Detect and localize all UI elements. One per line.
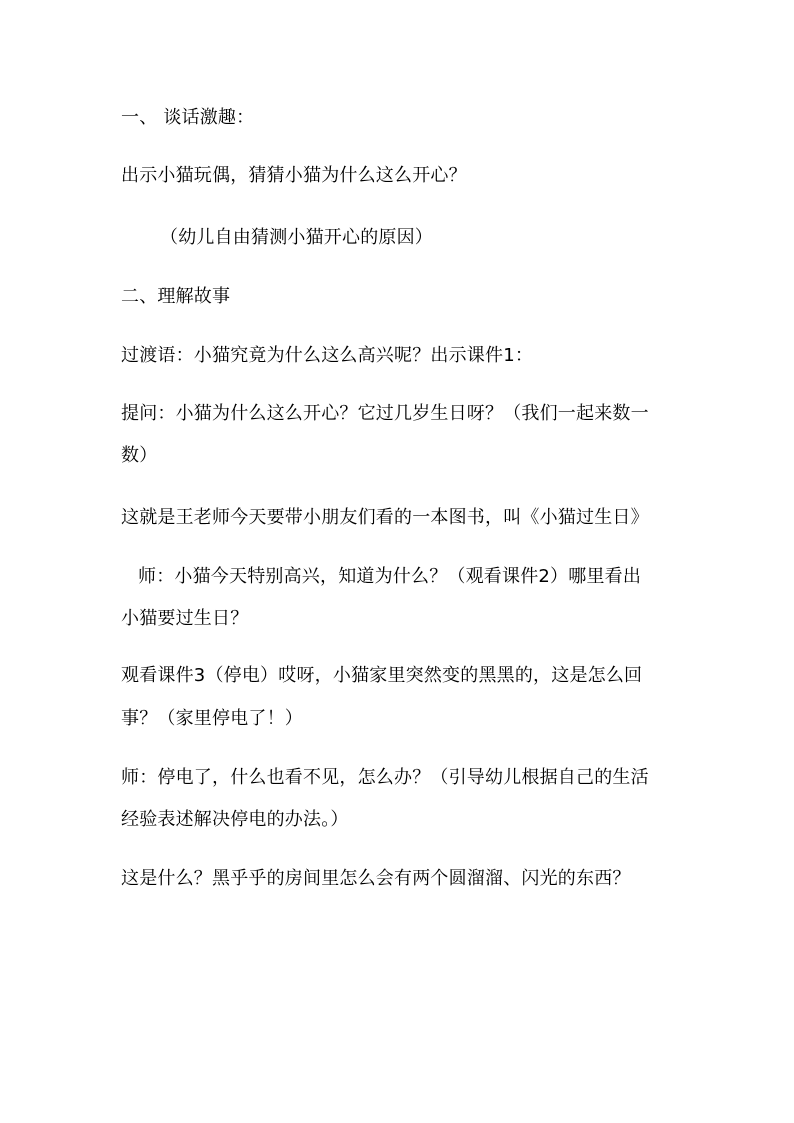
paragraph-line: 观看课件3（停电）哎呀，小猫家里突然变的黑黑的，这是怎么回 — [121, 665, 643, 686]
paragraph-line: 经验表述解决停电的办法。） — [121, 809, 349, 830]
paragraph-line: 提问：小猫为什么这么开心？它过几岁生日呀？（我们一起来数一 — [121, 403, 649, 424]
section-heading-2: 二、理解故事 — [121, 286, 231, 307]
paragraph-line: （幼儿自由猜测小猫开心的原因） — [160, 227, 433, 248]
paragraph-line: 事？（家里停电了！） — [121, 708, 303, 729]
paragraph-line: 数） — [121, 445, 158, 466]
paragraph-line: 这就是王老师今天要带小朋友们看的一本图书，叫《小猫过生日》 — [121, 507, 649, 528]
section-heading-1: 一、 谈话激趣： — [121, 107, 255, 128]
paragraph-line: 过渡语：小猫究竟为什么这么高兴呢？出示课件1： — [121, 345, 534, 366]
paragraph-line: 师：小猫今天特别高兴，知道为什么？（观看课件2）哪里看出 — [138, 566, 642, 587]
paragraph-line: 出示小猫玩偶，猜猜小猫为什么这么开心？ — [121, 165, 467, 186]
paragraph-line: 小猫要过生日？ — [121, 608, 249, 629]
paragraph-line: 这是什么？黑乎乎的房间里怎么会有两个圆溜溜、闪光的东西？ — [121, 868, 631, 889]
paragraph-line: 师：停电了，什么也看不见，怎么办？（引导幼儿根据自己的生活 — [121, 767, 649, 788]
